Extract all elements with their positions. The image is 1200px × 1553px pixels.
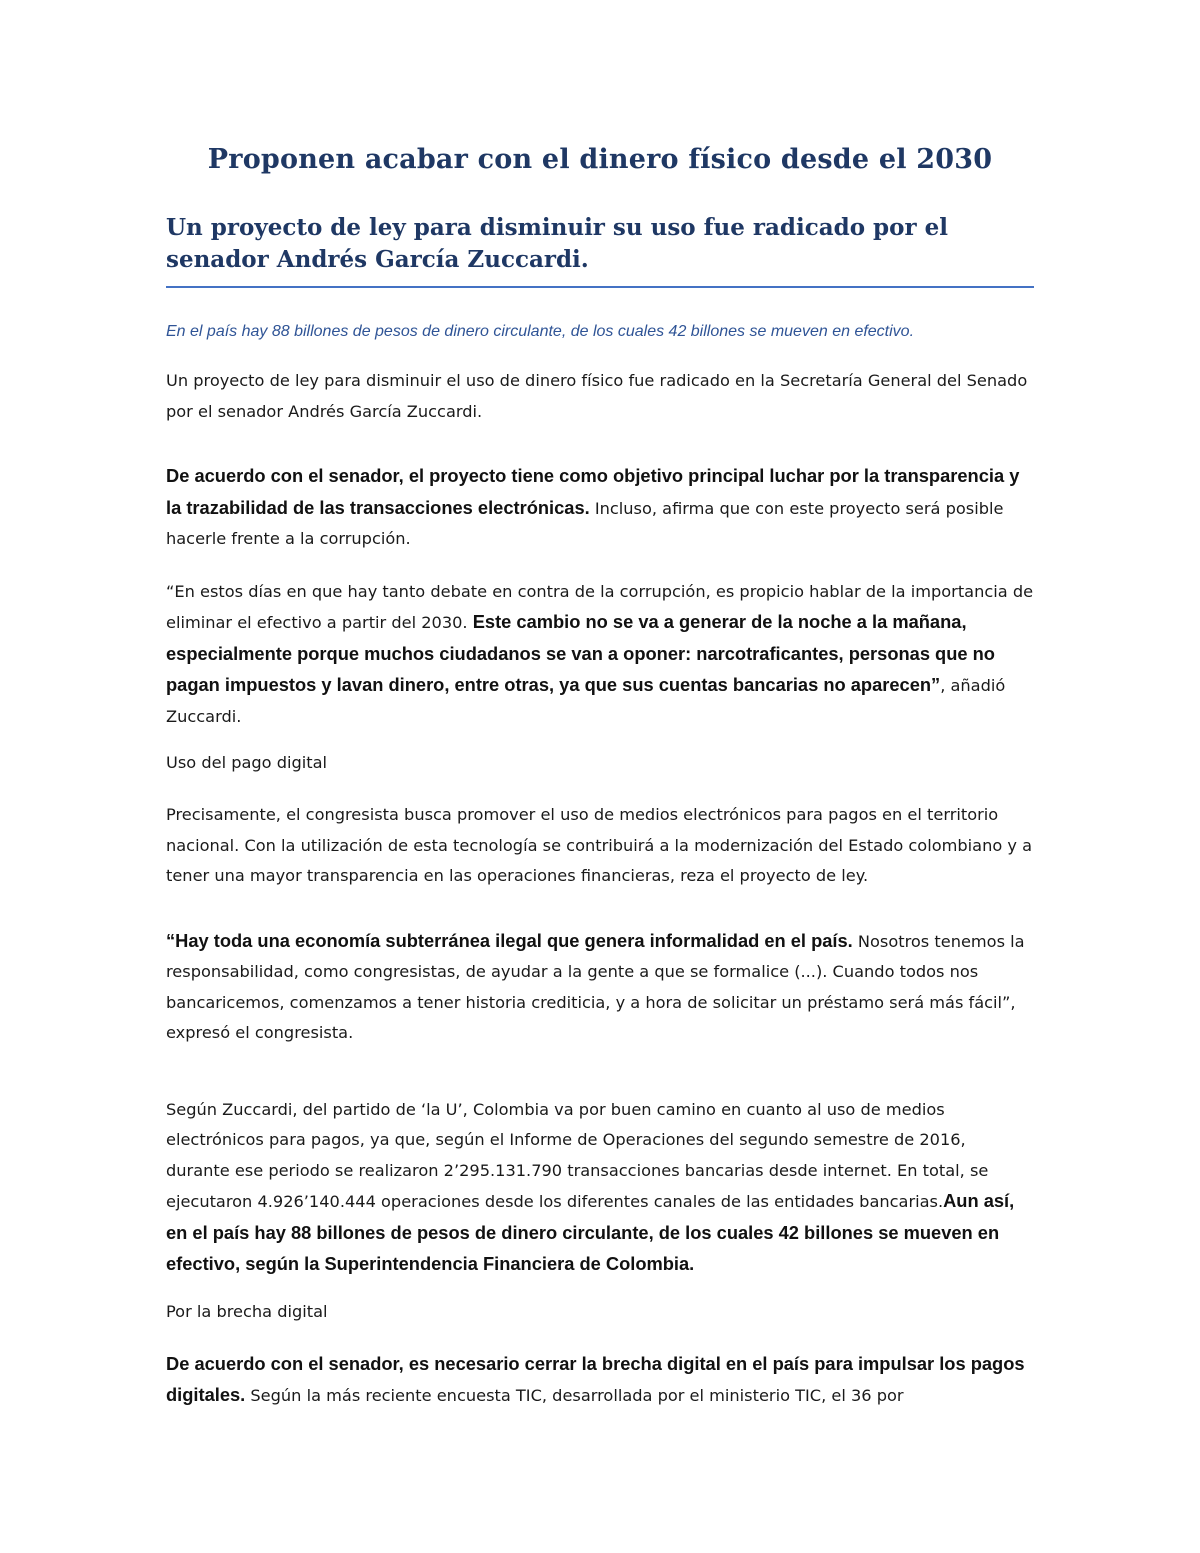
section-heading-digital-gap: Por la brecha digital	[166, 1301, 328, 1321]
paragraph-6	[166, 1095, 1034, 1281]
paragraph-3-start: “En estos días en que hay tanto debate en contra de la corrupción, es propicio hablar de la importancia de eliminar el efectivo a partir del 2030.	[166, 581, 1034, 632]
paragraph-3	[166, 577, 1034, 733]
paragraph-4: Precisamente, el congresista busca promover el uso de medios electrónicos para pagos en el territorio nacional. Con la utilización de esta tecnología se contribuirá a la modernización del Estado colombiano y a tener una mayor transparencia en las operaciones financieras, reza el proyecto de ley.	[166, 805, 1033, 885]
paragraph-7	[166, 1349, 1034, 1412]
article-title: Proponen acabar con el dinero físico desde el 2030	[207, 144, 993, 175]
section-heading-digital-payment: Uso del pago digital	[166, 753, 328, 772]
paragraph-7-rest: Según la más reciente encuesta TIC, desarrollada por el ministerio TIC, el 36 por	[245, 1386, 904, 1405]
paragraph-3-bold: Este cambio no se va a generar de la noche a la mañana, especialmente porque muchos ciudadanos se van a oponer: narcotraficantes, personas que no pagan impuestos y lavan dinero, entre otras, ya que sus cuentas bancarias no aparecen”	[166, 611, 995, 695]
paragraph-1: Un proyecto de ley para disminuir el uso de dinero físico fue radicado en la Secretaría General del Senado por el senador Andrés García Zuccardi.	[166, 371, 1028, 421]
paragraph-2	[166, 461, 1034, 555]
article-subtitle: Un proyecto de ley para disminuir su uso fue radicado por el senador Andrés García Zuccardi.	[166, 212, 1034, 288]
paragraph-3-end: , añadió Zuccardi.	[166, 676, 1006, 726]
paragraph-5-rest: Nosotros tenemos la responsabilidad, como congresistas, de ayudar a la gente a que se formalice (...). Cuando todos nos bancaricemos, comenzamos a tener historia crediticia, y a hora de solicitar un préstamo será más fácil”, expresó el congresista.	[166, 931, 1025, 1042]
paragraph-2-rest: Incluso, afirma que con este proyecto será posible hacerle frente a la corrupción.	[166, 498, 1004, 548]
paragraph-6-bold: Aun así, en el país hay 88 billones de pesos de dinero circulante, de los cuales 42 billones se mueven en efectivo, según la Superintendencia Financiera de Colombia.	[166, 1190, 1015, 1274]
paragraph-2-bold: De acuerdo con el senador, el proyecto tiene como objetivo principal luchar por la transparencia y la trazabilidad de las transacciones electrónicas.	[166, 465, 1020, 518]
paragraph-6-start: Según Zuccardi, del partido de ‘la U’, Colombia va por buen camino en cuanto al uso de medios electrónicos para pagos, ya que, según el Informe de Operaciones del segundo semestre de 2016, durante ese periodo se realizaron 2’295.131.790 transacciones bancarias desde internet. En total, se ejecutaron 4.926’140.444 operaciones desde los diferentes canales de las entidades bancarias.	[166, 1099, 989, 1211]
paragraph-5	[166, 926, 1034, 1049]
article-lead: En el país hay 88 billones de pesos de dinero circulante, de los cuales 42 billones se mueven en efectivo.	[166, 323, 915, 340]
article-body	[166, 138, 1034, 1412]
paragraph-5-bold: “Hay toda una economía subterránea ilegal que genera informalidad en el país.	[166, 929, 853, 951]
paragraph-7-bold: De acuerdo con el senador, es necesario cerrar la brecha digital en el país para impulsar los pagos digitales.	[166, 1352, 1025, 1405]
